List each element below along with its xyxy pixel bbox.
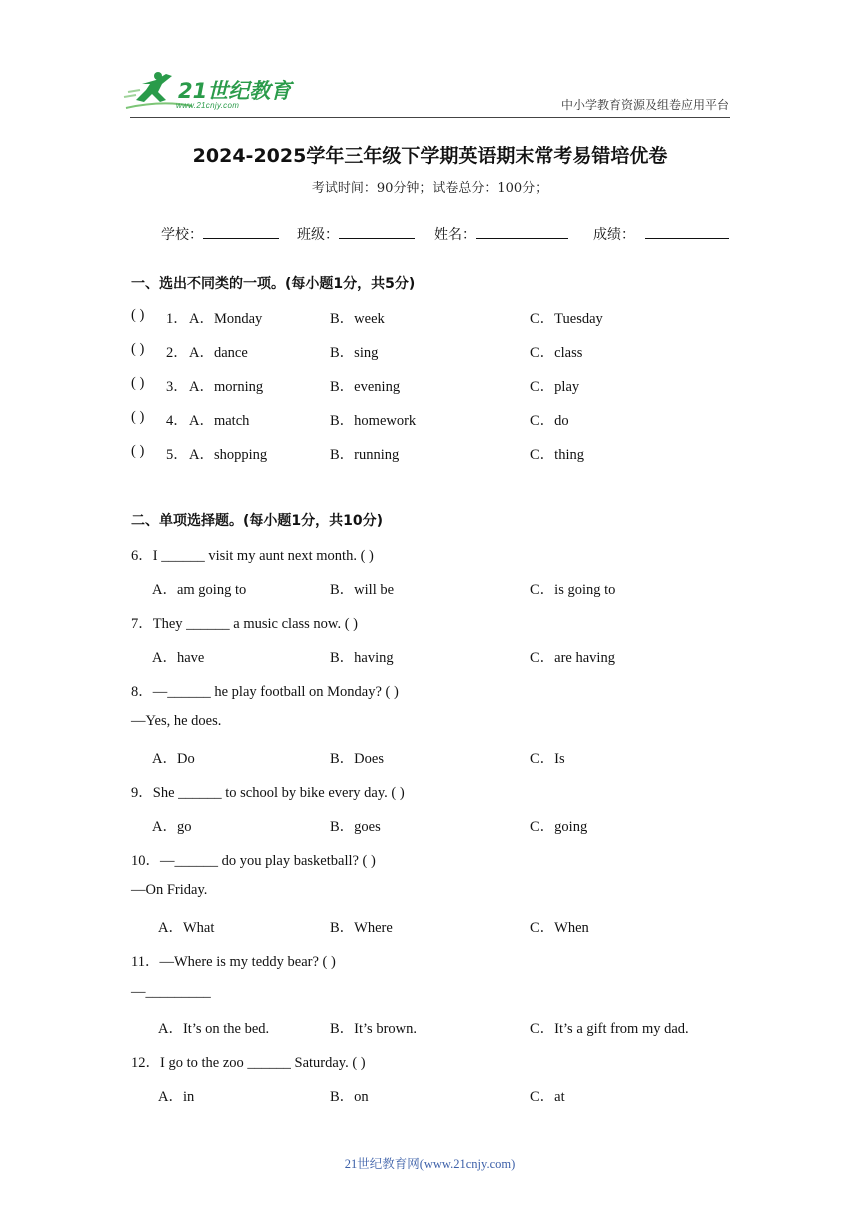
option-b: B．homework — [330, 413, 417, 429]
option-c: C．going — [530, 819, 588, 835]
platform-label: 中小学教育资源及组卷应用平台 — [560, 98, 729, 112]
question-6-stem: 6．I ______ visit my aunt next month. ( ) — [131, 548, 374, 564]
score-label: 成绩： — [593, 227, 635, 243]
question-stem — [0, 950, 860, 972]
option-a: A．shopping — [189, 447, 268, 463]
exam-subtitle: 考试时间：90分钟；试卷总分：100分； — [311, 181, 549, 196]
options-row — [0, 578, 860, 600]
score-blank[interactable] — [645, 223, 729, 239]
option-b: B．Where — [330, 920, 393, 936]
question-number: 4． — [166, 413, 188, 429]
school-label: 学校： — [161, 227, 203, 243]
answer-bracket[interactable]: ( ) — [131, 307, 145, 323]
options-row — [0, 916, 860, 938]
option-c: C．When — [530, 920, 589, 936]
option-a: A．am going to — [152, 582, 247, 598]
option-b: B．sing — [330, 345, 379, 361]
header-divider — [130, 117, 730, 118]
option-b: B．week — [330, 311, 385, 327]
option-a: A．What — [158, 920, 215, 936]
option-a: A．It’s on the bed. — [158, 1021, 270, 1037]
option-a: A．match — [189, 413, 250, 429]
option-c: C．class — [530, 345, 583, 361]
question-7-stem: 7．They ______ a music class now. ( ) — [131, 616, 358, 632]
question-11-stem: 11．—Where is my teddy bear? ( ) — [131, 954, 336, 970]
option-b: B．running — [330, 447, 400, 463]
question-number: 1． — [166, 311, 188, 327]
options-row — [0, 1085, 860, 1107]
question-stem — [0, 680, 860, 702]
question-stem — [0, 781, 860, 803]
section-1-title: 一、选出不同类的一项。(每小题1分，共5分) — [131, 276, 416, 292]
score-field — [593, 223, 729, 244]
class-field — [297, 223, 415, 244]
question-row — [0, 409, 860, 431]
school-blank[interactable] — [203, 223, 279, 239]
option-c: C．are having — [530, 650, 615, 666]
dialogue-reply — [0, 713, 860, 735]
answer-bracket[interactable]: ( ) — [131, 443, 145, 459]
name-label: 姓名： — [434, 227, 476, 243]
option-a: A．go — [152, 819, 192, 835]
options-row — [0, 815, 860, 837]
option-b: B．on — [330, 1089, 369, 1105]
name-field — [434, 223, 568, 244]
question-10-stem: 10．—______ do you play basketball? ( ) — [131, 853, 376, 869]
option-b: B．evening — [330, 379, 401, 395]
class-label: 班级： — [297, 227, 339, 243]
option-b: B．goes — [330, 819, 381, 835]
question-8-reply: —Yes, he does. — [131, 713, 222, 729]
options-row — [0, 1017, 860, 1039]
question-12-stem: 12．I go to the zoo ______ Saturday. ( ) — [131, 1055, 366, 1071]
option-b: B．will be — [330, 582, 395, 598]
option-c: C．play — [530, 379, 580, 395]
option-c: C．is going to — [530, 582, 616, 598]
option-a: A．have — [152, 650, 205, 666]
question-row — [0, 443, 860, 465]
question-number: 5． — [166, 447, 188, 463]
option-a: A．in — [158, 1089, 195, 1105]
question-stem — [0, 1051, 860, 1073]
dialogue-reply — [0, 984, 860, 1006]
answer-bracket[interactable]: ( ) — [131, 409, 145, 425]
options-row — [0, 747, 860, 769]
options-row — [0, 646, 860, 668]
question-stem — [0, 612, 860, 634]
option-c: C．thing — [530, 447, 584, 463]
question-8-stem: 8．—______ he play football on Monday? ( ) — [131, 684, 399, 700]
logo-text: 21世纪教育 — [178, 79, 292, 103]
question-stem — [0, 849, 860, 871]
option-c: C．Is — [530, 751, 565, 767]
question-row — [0, 341, 860, 363]
option-c: C．at — [530, 1089, 565, 1105]
option-c: C．It’s a gift from my dad. — [530, 1021, 689, 1037]
footer-link[interactable]: 21世纪教育网(www.21cnjy.com) — [344, 1157, 516, 1171]
option-b: B．Does — [330, 751, 384, 767]
option-a: A．dance — [189, 345, 248, 361]
question-9-stem: 9．She ______ to school by bike every day. ( ) — [131, 785, 405, 801]
option-a: A．Monday — [189, 311, 263, 327]
option-a: A．Do — [152, 751, 195, 767]
option-b: B．It’s brown. — [330, 1021, 417, 1037]
answer-bracket[interactable]: ( ) — [131, 375, 145, 391]
logo-url: www.21cnjy.com — [176, 101, 240, 110]
dialogue-reply — [0, 882, 860, 904]
school-field — [161, 223, 279, 244]
option-c: C．Tuesday — [530, 311, 603, 327]
exam-title: 2024-2025学年三年级下学期英语期末常考易错培优卷 — [192, 145, 668, 167]
question-row — [0, 375, 860, 397]
name-blank[interactable] — [476, 223, 568, 239]
question-10-reply: —On Friday. — [131, 882, 208, 898]
class-blank[interactable] — [339, 223, 415, 239]
answer-bracket[interactable]: ( ) — [131, 341, 145, 357]
option-c: C．do — [530, 413, 569, 429]
question-stem — [0, 544, 860, 566]
question-number: 2． — [166, 345, 188, 361]
option-b: B．having — [330, 650, 394, 666]
question-11-reply: —_________ — [131, 984, 211, 1000]
question-number: 3． — [166, 379, 188, 395]
question-row — [0, 307, 860, 329]
option-a: A．morning — [189, 379, 264, 395]
section-2-title: 二、单项选择题。(每小题1分，共10分) — [131, 513, 384, 529]
